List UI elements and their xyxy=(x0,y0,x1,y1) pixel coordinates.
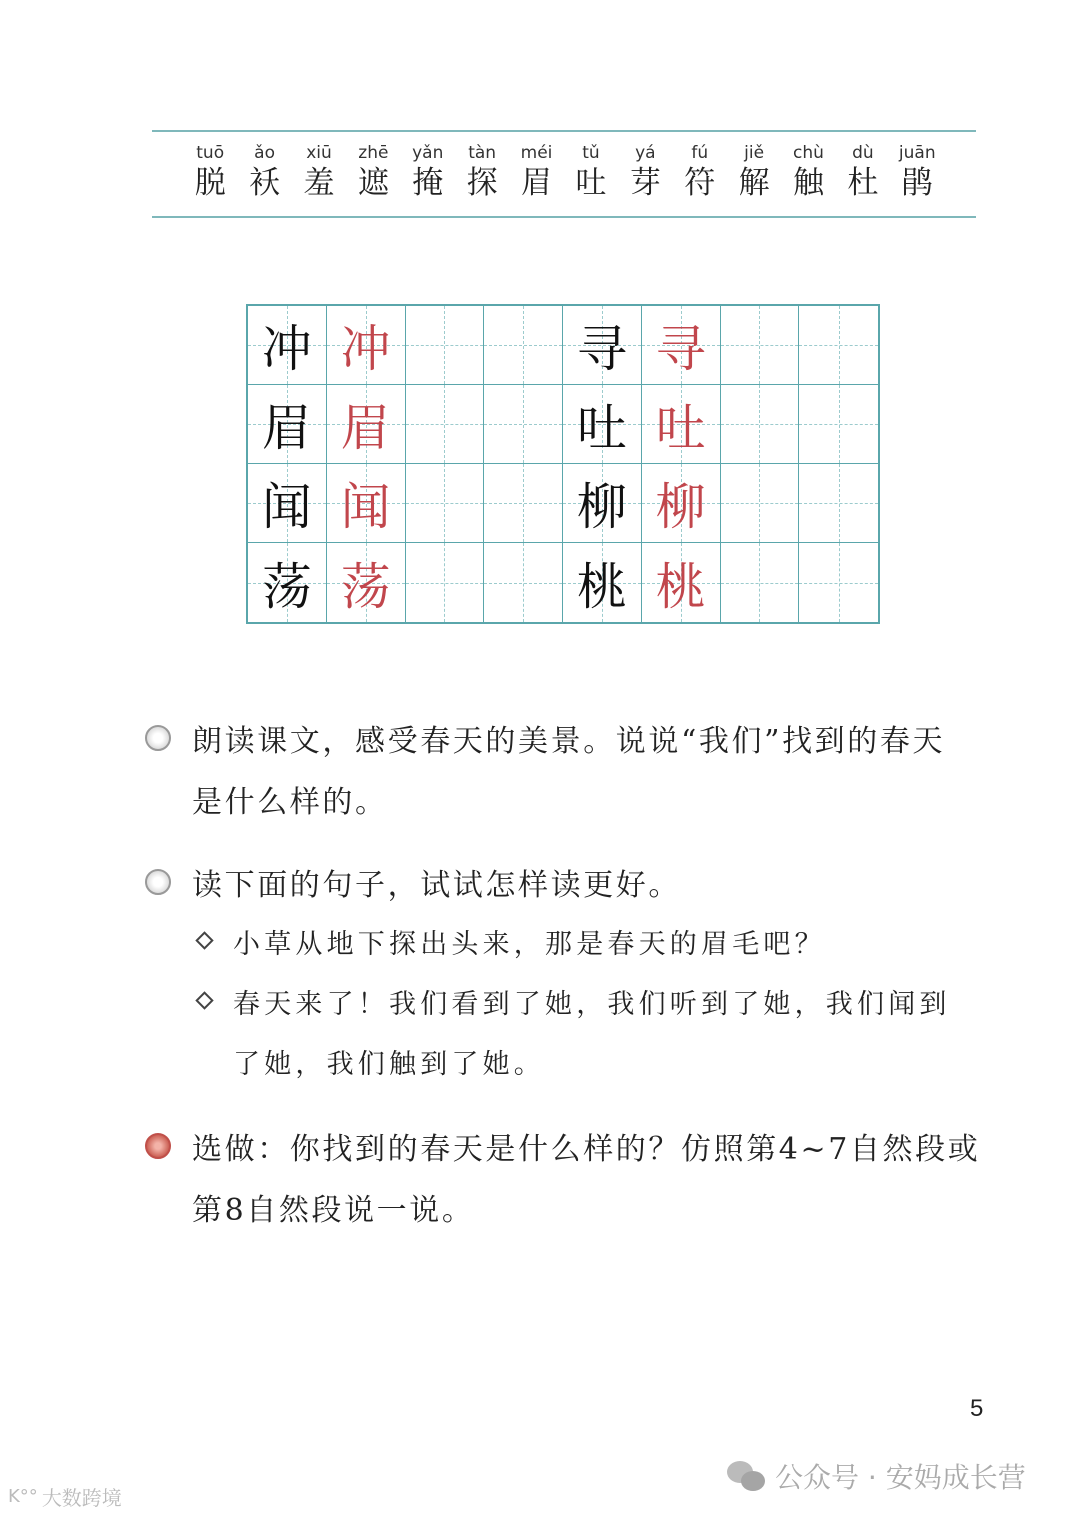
pinyin: dù xyxy=(852,143,874,163)
vocab-item xyxy=(237,142,291,202)
grid-cell xyxy=(721,543,800,622)
vocab-item xyxy=(509,142,563,202)
vocab-list xyxy=(183,142,944,202)
sentence-text: 小草从地下探出头来，那是春天的眉毛吧？ xyxy=(233,929,826,960)
question-text: 选做：你找到的春天是什么样的？仿照第4~7自然段或 xyxy=(192,1132,981,1167)
question-text: 是什么样的。 xyxy=(192,785,388,820)
writing-grid xyxy=(246,304,880,624)
vocab-char: 袄 xyxy=(249,165,281,201)
vocab-item xyxy=(564,142,618,202)
grid-cell xyxy=(721,385,800,464)
grid-cell xyxy=(484,306,563,385)
vocab-char: 鹃 xyxy=(901,165,933,201)
question-text: 第8自然段说一说。 xyxy=(192,1193,475,1228)
grid-cell xyxy=(642,306,721,385)
vocab-char: 解 xyxy=(738,165,770,201)
vocab-char: 掩 xyxy=(412,165,444,201)
model-character: 荡 xyxy=(340,557,391,616)
question-text: 读下面的句子，试试怎样读更好。 xyxy=(192,868,681,903)
grid-cell xyxy=(327,306,406,385)
vocab-char: 眉 xyxy=(521,165,553,201)
model-character: 闻 xyxy=(340,478,391,536)
diamond-bullet-icon xyxy=(195,931,213,949)
grid-cell xyxy=(327,464,406,543)
vocab-item xyxy=(401,142,455,202)
red-flower-bullet-icon xyxy=(145,1133,171,1159)
pinyin: méi xyxy=(520,143,553,163)
grid-cell xyxy=(248,464,327,543)
pinyin: jiě xyxy=(744,143,765,163)
character: 眉 xyxy=(261,399,312,457)
vocab-top-rule xyxy=(152,130,976,132)
question-text: 朗读课文，感受春天的美景。说说“我们”找到的春天 xyxy=(192,724,946,759)
pinyin: tàn xyxy=(468,143,497,163)
character: 冲 xyxy=(261,320,312,378)
pinyin: xiū xyxy=(306,143,332,163)
grid-cell xyxy=(642,543,721,622)
grid-cell xyxy=(563,464,642,543)
pinyin: chù xyxy=(793,143,824,163)
vocab-item xyxy=(673,142,727,202)
vocab-item xyxy=(836,142,890,202)
sentence-text: 春天来了！我们看到了她，我们听到了她，我们闻到 xyxy=(233,989,951,1020)
character: 寻 xyxy=(576,320,627,378)
grid-cell xyxy=(327,385,406,464)
flower-bullet-icon xyxy=(145,869,171,895)
grid-cell xyxy=(563,543,642,622)
pinyin: fú xyxy=(691,143,709,163)
character: 柳 xyxy=(576,478,627,536)
vocab-char: 探 xyxy=(466,165,498,201)
vocab-item xyxy=(890,142,944,202)
grid-cell xyxy=(484,543,563,622)
vocab-item xyxy=(292,142,346,202)
vocab-char: 脱 xyxy=(194,165,226,201)
grid-cell xyxy=(406,464,485,543)
pinyin: yá xyxy=(635,143,656,163)
vocab-char: 羞 xyxy=(303,165,335,201)
model-character: 冲 xyxy=(340,320,391,378)
grid-cell xyxy=(563,306,642,385)
vocab-item xyxy=(727,142,781,202)
pinyin: tuō xyxy=(196,143,225,163)
page-number: 5 xyxy=(970,1395,984,1422)
vocab-char: 杜 xyxy=(847,165,879,201)
grid-cell xyxy=(406,306,485,385)
grid-cell xyxy=(406,385,485,464)
grid-cell xyxy=(327,543,406,622)
grid-cell xyxy=(721,464,800,543)
grid-cell xyxy=(484,385,563,464)
grid-cell xyxy=(642,385,721,464)
diamond-bullet-icon xyxy=(195,991,213,1009)
pinyin: juān xyxy=(898,143,936,163)
model-character: 桃 xyxy=(655,557,706,616)
vocab-char: 芽 xyxy=(629,165,661,201)
grid-cell xyxy=(799,543,878,622)
vocab-item xyxy=(781,142,835,202)
character: 闻 xyxy=(261,478,312,536)
grid-cell xyxy=(563,385,642,464)
grid-cell xyxy=(248,385,327,464)
grid-cell xyxy=(799,385,878,464)
pinyin: yǎn xyxy=(412,143,444,163)
vocab-item xyxy=(346,142,400,202)
character: 吐 xyxy=(576,399,627,457)
corner-logo-icon: K°° xyxy=(8,1486,38,1507)
grid-cell xyxy=(484,464,563,543)
character: 桃 xyxy=(576,557,627,616)
vocab-bottom-rule xyxy=(152,216,976,218)
grid-cell xyxy=(799,464,878,543)
pinyin: zhē xyxy=(358,143,389,163)
grid-cell xyxy=(248,306,327,385)
vocab-item xyxy=(618,142,672,202)
vocab-char: 触 xyxy=(792,165,824,201)
vocab-item xyxy=(183,142,237,202)
pinyin: tǔ xyxy=(582,143,600,163)
grid-cell xyxy=(799,306,878,385)
sentence-text: 了她，我们触到了她。 xyxy=(233,1049,545,1080)
wechat-watermark-text: 公众号 · 安妈成长营 xyxy=(775,1461,1026,1494)
wechat-watermark xyxy=(727,1456,1026,1496)
grid-cell xyxy=(721,306,800,385)
corner-watermark-text: 大数跨境 xyxy=(41,1486,122,1510)
vocab-char: 符 xyxy=(684,165,716,201)
corner-watermark xyxy=(8,1482,122,1511)
model-character: 眉 xyxy=(340,399,391,457)
flower-bullet-icon xyxy=(145,725,171,751)
grid-cell xyxy=(248,543,327,622)
wechat-icon xyxy=(727,1459,767,1493)
vocab-char: 遮 xyxy=(357,165,389,201)
model-character: 寻 xyxy=(655,320,706,378)
vocab-char: 吐 xyxy=(575,165,607,201)
pinyin: ǎo xyxy=(254,143,275,163)
model-character: 吐 xyxy=(655,399,706,457)
vocab-item xyxy=(455,142,509,202)
grid-cell xyxy=(406,543,485,622)
character: 荡 xyxy=(261,557,312,616)
grid-cell xyxy=(642,464,721,543)
model-character: 柳 xyxy=(655,478,706,536)
